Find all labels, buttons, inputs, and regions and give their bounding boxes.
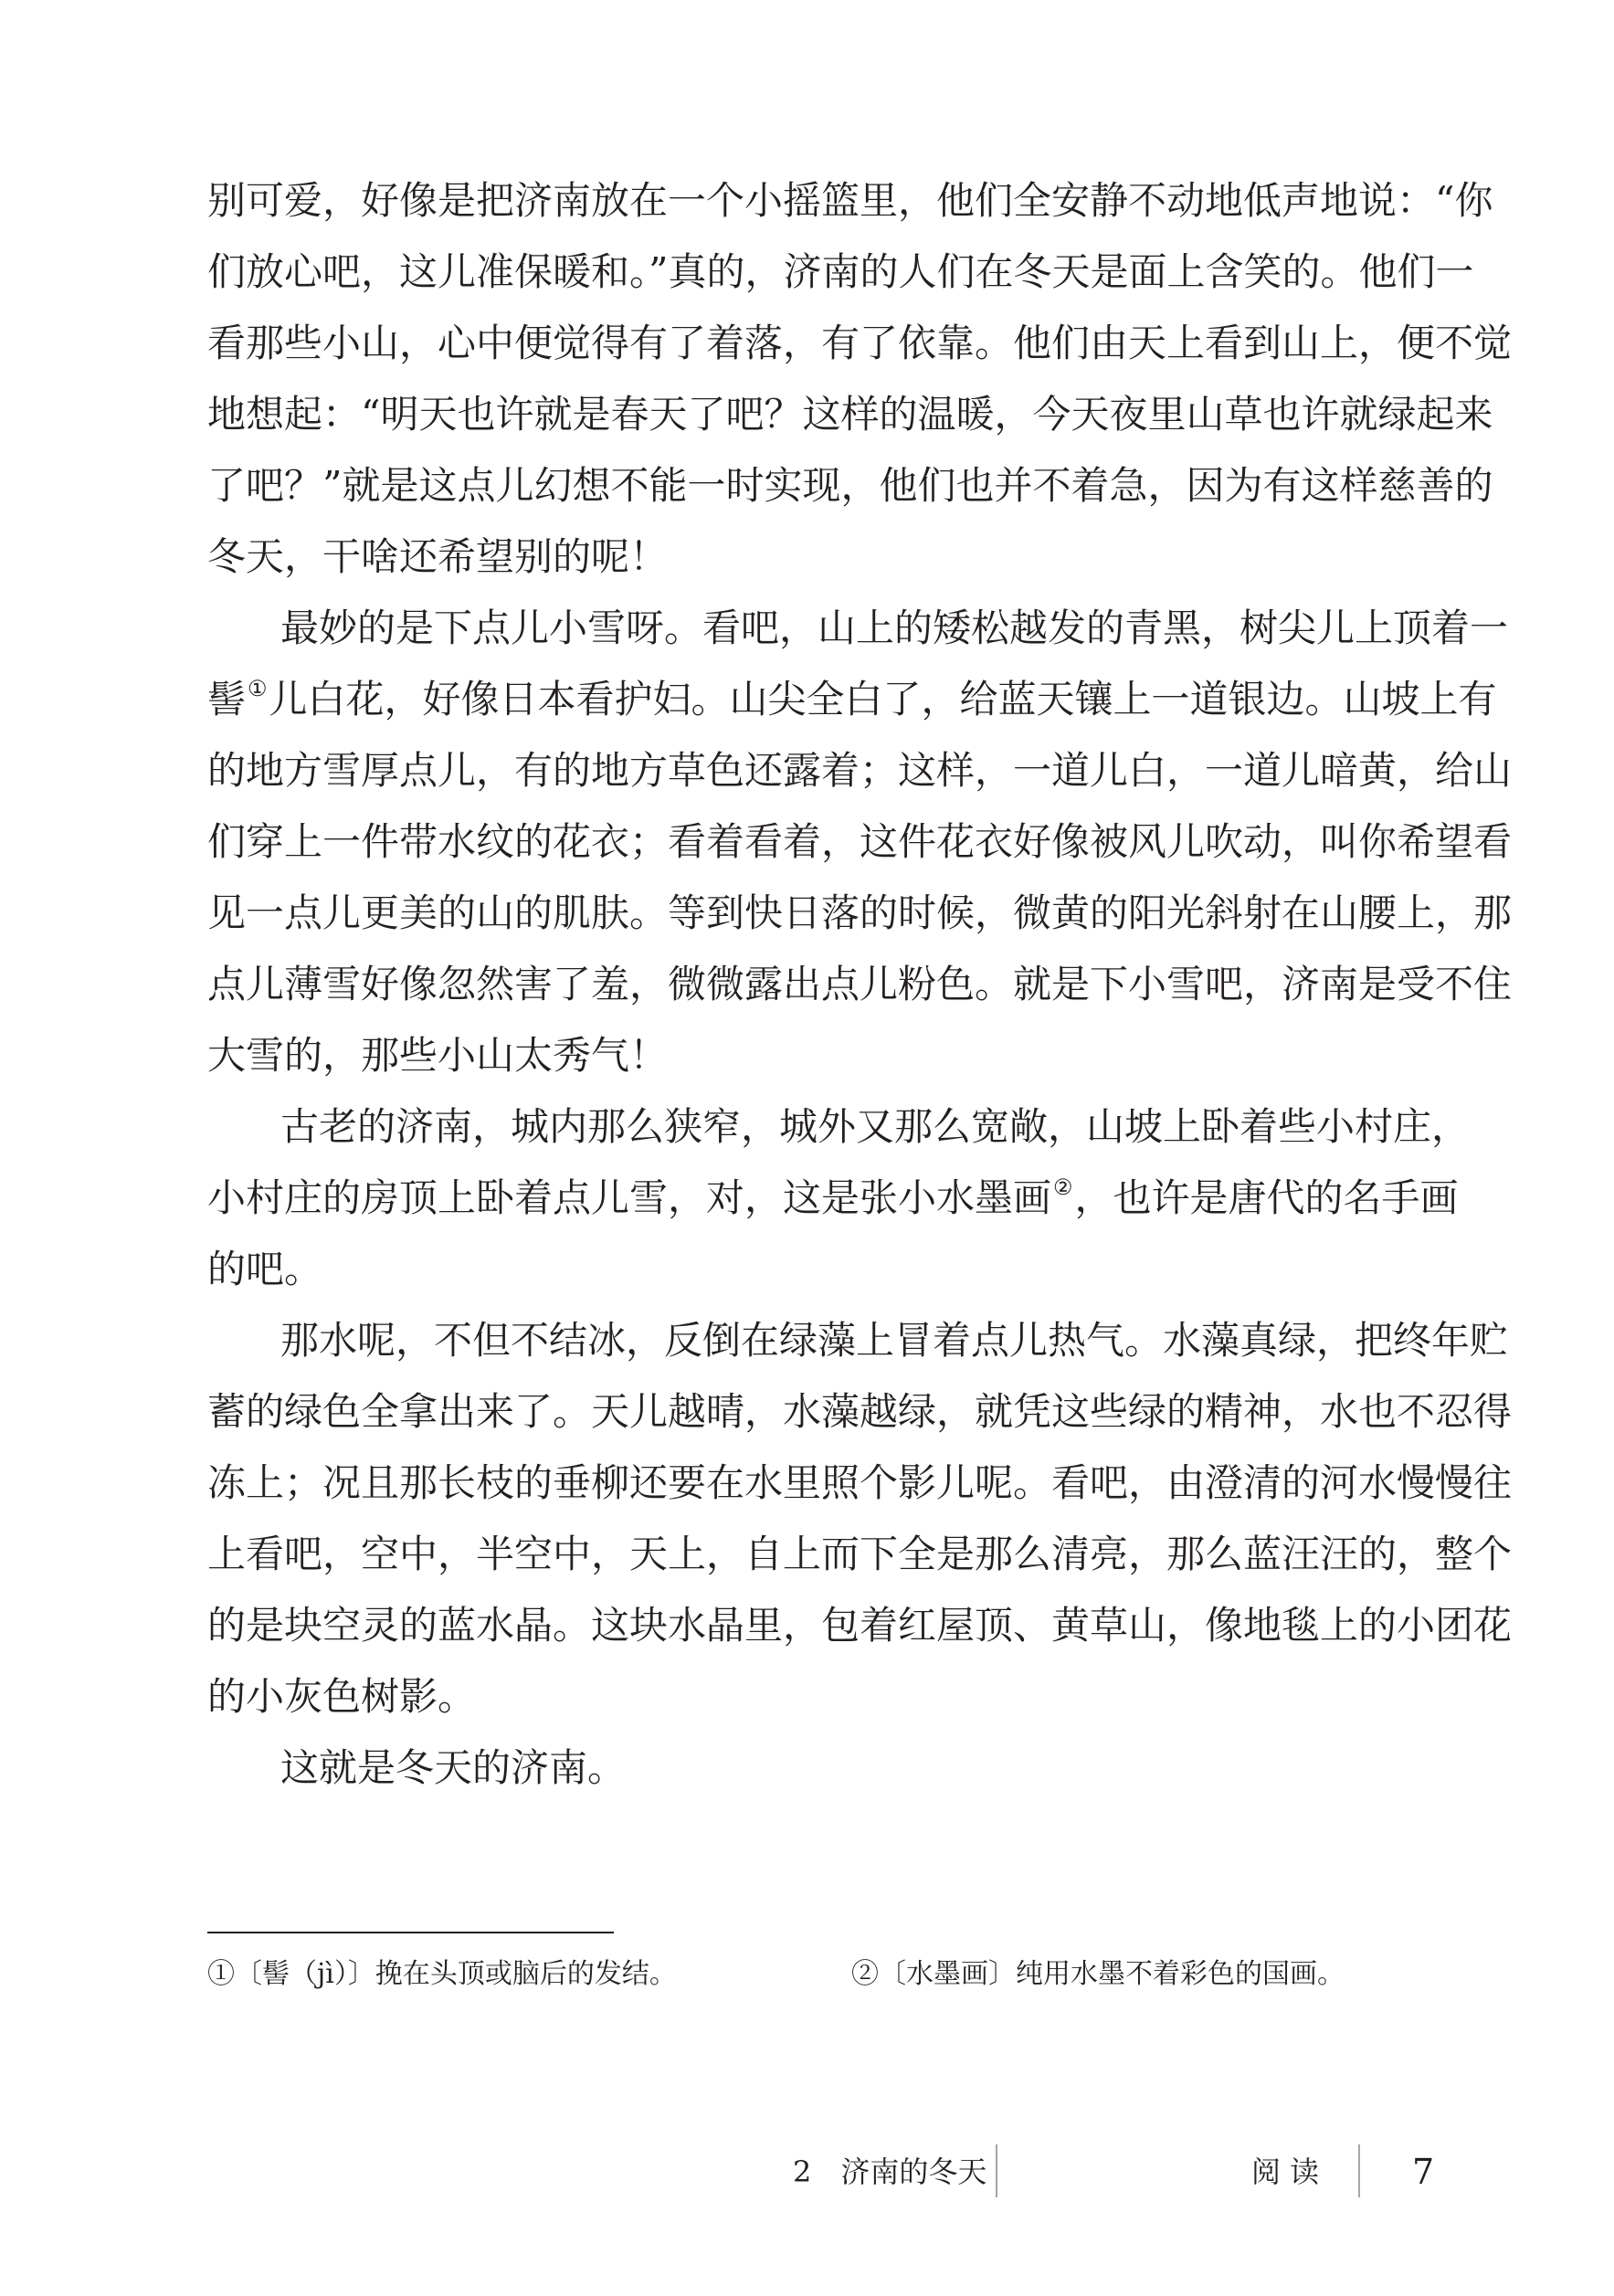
text-line: 蓄的绿色全拿出来了。天儿越晴，水藻越绿，就凭这些绿的精神，水也不忍得 (207, 1389, 1513, 1434)
footer-section-label: 阅读 (1251, 2154, 1329, 2189)
annotated-char: 髻 (207, 677, 247, 721)
text-line: 了吧？”就是这点儿幻想不能一时实现，他们也并不着急，因为有这样慈善的 (207, 463, 1493, 508)
text-line: 冬天，干啥还希望别的呢！ (207, 534, 669, 579)
text-line: 点儿薄雪好像忽然害了羞，微微露出点儿粉色。就是下小雪吧，济南是受不住 (207, 962, 1513, 1006)
footnote-marker-1: ① (248, 676, 268, 701)
text-line: 的地方雪厚点儿，有的地方草色还露着；这样，一道儿白，一道儿暗黄，给山 (207, 748, 1513, 793)
text-line: 的是块空灵的蓝水晶。这块水晶里，包着红屋顶、黄草山，像地毯上的小团花 (207, 1603, 1513, 1648)
text-line: 们放心吧，这儿准保暖和。”真的，济南的人们在冬天是面上含笑的。他们一 (207, 249, 1474, 294)
text-line: 见一点儿更美的山的肌肤。等到快日落的时候，微黄的阳光斜射在山腰上，那 (207, 890, 1513, 935)
text-line-with-footnote (207, 672, 1497, 727)
text-line: 古老的济南，城内那么狭窄，城外又那么宽敞，山坡上卧着些小村庄， (280, 1104, 1471, 1149)
text-segment: ，也许是唐代的名手画 (1074, 1175, 1459, 1220)
text-line: 这就是冬天的济南。 (280, 1745, 627, 1790)
footnote-marker-2: ② (1053, 1174, 1073, 1200)
text-line: 的小灰色树影。 (207, 1674, 477, 1719)
text-line: 那水呢，不但不结冰，反倒在绿藻上冒着点儿热气。水藻真绿，把终年贮 (280, 1318, 1509, 1363)
text-line: 大雪的，那些小山太秀气！ (207, 1033, 669, 1078)
text-line: 冻上；况且那长枝的垂柳还要在水里照个影儿呢。看吧，由澄清的河水慢慢往 (207, 1460, 1513, 1505)
text-line: 地想起：“明天也许就是春天了吧？这样的温暖，今天夜里山草也许就绿起来 (207, 392, 1493, 437)
text-segment: 小村庄的房顶上卧着点儿雪，对，这是张小水墨画 (207, 1175, 1052, 1220)
text-segment: 儿白花，好像日本看护妇。山尖全白了，给蓝天镶上一道银边。山坡上有 (269, 677, 1497, 721)
text-line: 上看吧，空中，半空中，天上，自上而下全是那么清亮，那么蓝汪汪的，整个 (207, 1532, 1513, 1576)
footnote-1: ①〔髻（jì）〕挽在头顶或脑后的发结。 (207, 1958, 677, 1990)
text-line: 最妙的是下点儿小雪呀。看吧，山上的矮松越发的青黑，树尖儿上顶着一 (280, 606, 1509, 650)
text-line-with-footnote (207, 1171, 1459, 1226)
page-number: 7 (1412, 2152, 1435, 2192)
text-line: 的吧。 (207, 1247, 323, 1291)
footnote-rule (207, 1932, 614, 1933)
footnote-2: ②〔水墨画〕纯用水墨不着彩色的国画。 (851, 1958, 1345, 1990)
text-line: 别可爱，好像是把济南放在一个小摇篮里，他们全安静不动地低声地说：“你 (207, 178, 1493, 223)
text-line: 看那些小山，心中便觉得有了着落，有了依靠。他们由天上看到山上，便不觉 (207, 321, 1513, 365)
text-line: 们穿上一件带水纹的花衣；看着看着，这件花衣好像被风儿吹动，叫你希望看 (207, 819, 1513, 864)
footer-lesson-title: 2 济南的冬天 (793, 2154, 987, 2189)
footer-divider (1358, 2144, 1360, 2197)
footer-divider (996, 2144, 997, 2197)
